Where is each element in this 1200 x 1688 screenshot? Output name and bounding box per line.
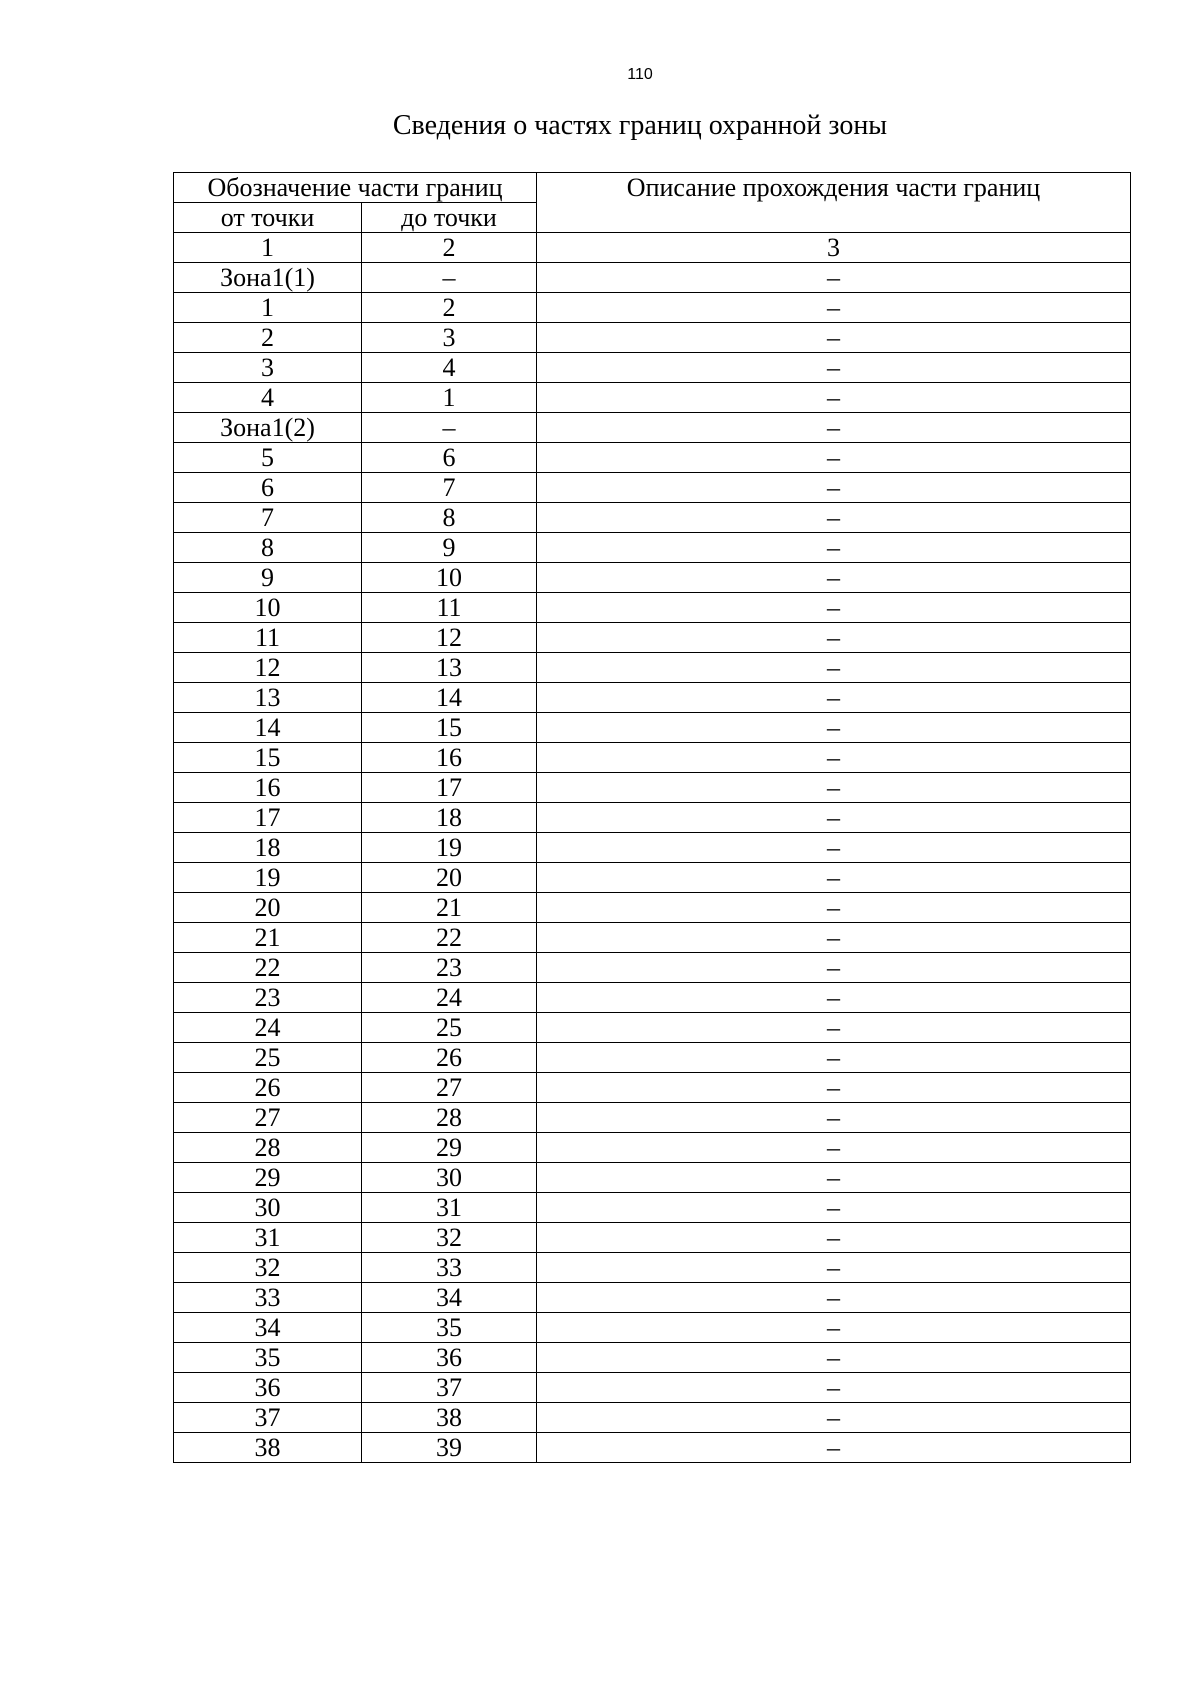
table-row <box>174 1403 1131 1433</box>
cell-from-point: 30 <box>174 1193 362 1223</box>
cell-from-point: 31 <box>174 1223 362 1253</box>
cell-description: – <box>537 773 1131 803</box>
cell-description: – <box>537 563 1131 593</box>
cell-to-point: 14 <box>362 683 537 713</box>
cell-description: – <box>537 533 1131 563</box>
cell-to-point: 17 <box>362 773 537 803</box>
table-row <box>174 323 1131 353</box>
cell-to-point: 25 <box>362 1013 537 1043</box>
cell-description: – <box>537 1223 1131 1253</box>
table-row <box>174 1433 1131 1463</box>
cell-from-point: 33 <box>174 1283 362 1313</box>
cell-to-point: 10 <box>362 563 537 593</box>
table-row <box>174 983 1131 1013</box>
cell-description: – <box>537 863 1131 893</box>
cell-description: – <box>537 503 1131 533</box>
cell-from-point: 12 <box>174 653 362 683</box>
cell-from-point: 36 <box>174 1373 362 1403</box>
document-title: Сведения о частях границ охранной зоны <box>392 110 888 141</box>
table-row <box>174 1103 1131 1133</box>
cell-from-point: 1 <box>174 293 362 323</box>
cell-description: – <box>537 1343 1131 1373</box>
cell-to-point: 27 <box>362 1073 537 1103</box>
cell-description: – <box>537 833 1131 863</box>
cell-description: – <box>537 1283 1131 1313</box>
cell-description: – <box>537 593 1131 623</box>
cell-from-point: 4 <box>174 383 362 413</box>
cell-from-point: 6 <box>174 473 362 503</box>
table-row <box>174 1343 1131 1373</box>
table-body <box>174 263 1131 1463</box>
cell-to-point: 38 <box>362 1403 537 1433</box>
cell-description: – <box>537 353 1131 383</box>
cell-description: – <box>537 413 1131 443</box>
cell-from-point: 27 <box>174 1103 362 1133</box>
cell-to-point: 30 <box>362 1163 537 1193</box>
cell-to-point: 22 <box>362 923 537 953</box>
cell-from-point: 2 <box>174 323 362 353</box>
cell-to-point: 28 <box>362 1103 537 1133</box>
cell-to-point: 3 <box>362 323 537 353</box>
cell-to-point: 36 <box>362 1343 537 1373</box>
cell-from-point: 23 <box>174 983 362 1013</box>
cell-description: – <box>537 623 1131 653</box>
cell-from-point: 8 <box>174 533 362 563</box>
cell-to-point: 19 <box>362 833 537 863</box>
cell-from-point: 11 <box>174 623 362 653</box>
cell-to-point: 9 <box>362 533 537 563</box>
cell-description: – <box>537 983 1131 1013</box>
table-row <box>174 773 1131 803</box>
cell-from-point: 32 <box>174 1253 362 1283</box>
cell-to-point: 24 <box>362 983 537 1013</box>
table-row <box>174 803 1131 833</box>
cell-from-point: 17 <box>174 803 362 833</box>
cell-description: – <box>537 1253 1131 1283</box>
table-row <box>174 623 1131 653</box>
cell-description: – <box>537 1373 1131 1403</box>
cell-description: – <box>537 383 1131 413</box>
table-row <box>174 653 1131 683</box>
table-row <box>174 473 1131 503</box>
cell-to-point: 34 <box>362 1283 537 1313</box>
cell-from-point: 21 <box>174 923 362 953</box>
cell-from-point: 16 <box>174 773 362 803</box>
cell-description: – <box>537 1073 1131 1103</box>
table-row <box>174 923 1131 953</box>
cell-to-point: 6 <box>362 443 537 473</box>
cell-from-point: 9 <box>174 563 362 593</box>
cell-to-point: 37 <box>362 1373 537 1403</box>
cell-description: – <box>537 293 1131 323</box>
cell-from-point: 15 <box>174 743 362 773</box>
cell-from-point: 29 <box>174 1163 362 1193</box>
cell-description: – <box>537 683 1131 713</box>
table-row <box>174 1313 1131 1343</box>
cell-from-point: 14 <box>174 713 362 743</box>
cell-to-point: 7 <box>362 473 537 503</box>
column-number-2: 2 <box>362 233 537 263</box>
table-row <box>174 1223 1131 1253</box>
cell-to-point: – <box>362 263 537 293</box>
cell-to-point: 4 <box>362 353 537 383</box>
cell-from-point: 22 <box>174 953 362 983</box>
cell-to-point: 18 <box>362 803 537 833</box>
cell-to-point: 2 <box>362 293 537 323</box>
table-row <box>174 293 1131 323</box>
cell-from-point: 10 <box>174 593 362 623</box>
table-row <box>174 443 1131 473</box>
cell-from-point: 18 <box>174 833 362 863</box>
cell-description: – <box>537 1133 1131 1163</box>
cell-from-point: 3 <box>174 353 362 383</box>
cell-to-point: 21 <box>362 893 537 923</box>
table-row <box>174 1373 1131 1403</box>
cell-to-point: 20 <box>362 863 537 893</box>
cell-to-point: 13 <box>362 653 537 683</box>
cell-to-point: 23 <box>362 953 537 983</box>
cell-from-point: 13 <box>174 683 362 713</box>
table-row <box>174 353 1131 383</box>
table-row <box>174 1283 1131 1313</box>
cell-from-point: Зона1(1) <box>174 263 362 293</box>
table-row <box>174 833 1131 863</box>
cell-from-point: 37 <box>174 1403 362 1433</box>
table-row <box>174 383 1131 413</box>
header-boundary-description: Описание прохождения части границ <box>537 173 1131 233</box>
cell-to-point: 31 <box>362 1193 537 1223</box>
table-row <box>174 893 1131 923</box>
cell-description: – <box>537 743 1131 773</box>
cell-description: – <box>537 263 1131 293</box>
cell-from-point: 5 <box>174 443 362 473</box>
header-from-point: от точки <box>174 203 362 233</box>
table-row <box>174 593 1131 623</box>
cell-to-point: 1 <box>362 383 537 413</box>
table-row <box>174 1193 1131 1223</box>
cell-description: – <box>537 893 1131 923</box>
cell-to-point: 11 <box>362 593 537 623</box>
header-to-point: до точки <box>362 203 537 233</box>
cell-to-point: – <box>362 413 537 443</box>
table-row <box>174 1163 1131 1193</box>
cell-description: – <box>537 1013 1131 1043</box>
cell-description: – <box>537 803 1131 833</box>
table-row <box>174 863 1131 893</box>
cell-from-point: 25 <box>174 1043 362 1073</box>
cell-from-point: 38 <box>174 1433 362 1463</box>
cell-to-point: 32 <box>362 1223 537 1253</box>
cell-to-point: 12 <box>362 623 537 653</box>
boundary-parts-table <box>173 172 1131 1463</box>
table-row <box>174 503 1131 533</box>
table-row <box>174 1043 1131 1073</box>
cell-description: – <box>537 1103 1131 1133</box>
cell-description: – <box>537 923 1131 953</box>
table-row <box>174 713 1131 743</box>
table-row <box>174 1073 1131 1103</box>
cell-description: – <box>537 713 1131 743</box>
table-row <box>174 1013 1131 1043</box>
cell-from-point: 28 <box>174 1133 362 1163</box>
cell-to-point: 35 <box>362 1313 537 1343</box>
cell-description: – <box>537 443 1131 473</box>
table-row <box>174 743 1131 773</box>
table-row <box>174 683 1131 713</box>
page-number: 110 <box>627 66 653 83</box>
cell-from-point: Зона1(2) <box>174 413 362 443</box>
cell-to-point: 26 <box>362 1043 537 1073</box>
cell-from-point: 34 <box>174 1313 362 1343</box>
cell-from-point: 35 <box>174 1343 362 1373</box>
table-row <box>174 413 1131 443</box>
cell-to-point: 39 <box>362 1433 537 1463</box>
cell-description: – <box>537 1043 1131 1073</box>
cell-description: – <box>537 1433 1131 1463</box>
column-number-1: 1 <box>174 233 362 263</box>
cell-from-point: 20 <box>174 893 362 923</box>
cell-from-point: 24 <box>174 1013 362 1043</box>
table-row <box>174 953 1131 983</box>
header-boundary-designation: Обозначение части границ <box>174 173 537 203</box>
cell-description: – <box>537 953 1131 983</box>
table-row <box>174 1133 1131 1163</box>
cell-from-point: 7 <box>174 503 362 533</box>
cell-description: – <box>537 1313 1131 1343</box>
cell-description: – <box>537 1163 1131 1193</box>
cell-to-point: 15 <box>362 713 537 743</box>
cell-to-point: 29 <box>362 1133 537 1163</box>
cell-to-point: 33 <box>362 1253 537 1283</box>
table-row <box>174 533 1131 563</box>
cell-from-point: 19 <box>174 863 362 893</box>
cell-description: – <box>537 1193 1131 1223</box>
table-row <box>174 563 1131 593</box>
cell-description: – <box>537 1403 1131 1433</box>
cell-to-point: 16 <box>362 743 537 773</box>
cell-description: – <box>537 323 1131 353</box>
cell-from-point: 26 <box>174 1073 362 1103</box>
column-number-3: 3 <box>537 233 1131 263</box>
cell-to-point: 8 <box>362 503 537 533</box>
table-row <box>174 1253 1131 1283</box>
table-row <box>174 263 1131 293</box>
cell-description: – <box>537 473 1131 503</box>
cell-description: – <box>537 653 1131 683</box>
